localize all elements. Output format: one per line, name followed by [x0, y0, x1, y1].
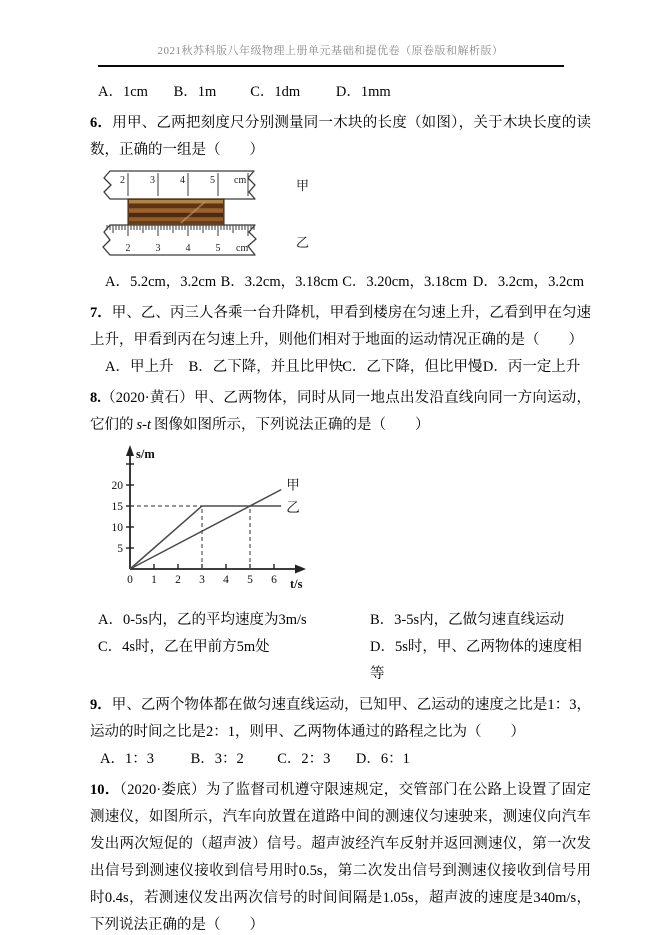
exam-content — [90, 79, 591, 935]
q9-body: 甲、乙两个物体都在做匀速直线运动，已知甲、乙运动的速度之比是1：3，运动的时间之比是2：1，则甲、乙两物体通过的路程之比为（ ） — [90, 697, 592, 740]
question-10-text — [90, 777, 591, 935]
question-8-options — [90, 607, 591, 688]
q7-number: 7． — [90, 305, 112, 321]
svg-text:3: 3 — [199, 574, 205, 586]
question-6-text — [90, 110, 591, 164]
q9-number: 9． — [90, 697, 112, 713]
svg-text:5: 5 — [117, 543, 123, 555]
q8-option-b: B．3-5s内，乙做匀速直线运动 — [370, 612, 565, 628]
q7-option-d: D．丙一定上升 — [482, 359, 581, 375]
bottom-ruler-label: 乙 — [296, 235, 310, 250]
page-header-title: 2021秋苏科版八年级物理上册单元基础和提优卷（原卷版和解析版） — [157, 45, 504, 57]
q7-option-a: A．甲上升 — [105, 359, 174, 375]
ruler-figure-svg — [98, 167, 313, 259]
q10-body: 为了监督司机遵守限速规定，交管部门在公路上设置了固定测速仪，如图所示，汽车向放置在道路中间的测速仪匀速驶来，测速仪向汽车发出两次短促的（超声波）信号。超声波经汽车反射并返回测速仪，第一次发出信号到测速仪接收到信号用时0.5s，第二次发出信号到测速仪接收到信号用时0.4s，若测速仪发出两次信号的时间间隔是1.05s，超声波的速度是340m/s，下列说法正确的是（ ） — [90, 782, 592, 933]
svg-text:2: 2 — [175, 574, 181, 586]
q9-option-a: A．1：3 — [100, 751, 154, 767]
q6-option-b: B．3.2cm，3.18cm — [220, 274, 339, 290]
question-5-options — [90, 79, 591, 106]
question-7-options — [90, 354, 591, 381]
svg-text:5: 5 — [247, 574, 253, 586]
q10-source: （2020·娄底） — [119, 782, 206, 798]
svg-text:甲: 甲 — [286, 477, 300, 493]
q5-option-b: B．1m — [173, 84, 217, 100]
series-lines — [130, 478, 300, 569]
y-axis-label: s/m — [136, 447, 155, 461]
wood-block — [128, 199, 224, 225]
svg-text:15: 15 — [111, 501, 123, 513]
q7-option-c: C．乙下降，但比甲慢 — [342, 359, 483, 375]
question-8-text — [90, 385, 591, 439]
s-t-graph-figure — [100, 443, 591, 605]
svg-text:1: 1 — [151, 574, 157, 586]
q8-option-c: C．4s时，乙在甲前方5m处 — [98, 639, 270, 655]
svg-text:cm: cm — [236, 243, 249, 254]
svg-text:5: 5 — [210, 175, 215, 186]
svg-text:3: 3 — [150, 175, 155, 186]
q6-number: 6． — [90, 115, 113, 131]
question-6-options — [90, 269, 591, 296]
svg-text:2: 2 — [125, 243, 131, 254]
svg-text:4: 4 — [180, 175, 185, 186]
q6-body: 用甲、乙两把刻度尺分别测量同一木块的长度（如图），关于木块长度的读数，正确的一组是（ ） — [90, 115, 592, 158]
y-axis-arrow — [126, 445, 134, 456]
q6-option-c: C．3.20cm，3.18cm — [342, 274, 468, 290]
q7-option-b: B．乙下降，并且比甲快 — [188, 359, 344, 375]
x-axis-label: t/s — [290, 577, 303, 591]
q5-option-a: A．1cm — [98, 84, 148, 100]
q7-body: 甲、乙、丙三人各乘一台升降机，甲看到楼房在匀速上升，乙看到甲在匀速上升，甲看到丙在匀速上升，则他们相对于地面的运动情况正确的是（ ） — [90, 305, 591, 348]
ruler-measurement-figure — [98, 167, 591, 269]
axis-ticks — [112, 464, 278, 586]
q5-option-d: D．1mm — [335, 84, 391, 100]
svg-text:4: 4 — [185, 243, 191, 254]
question-9-text — [90, 692, 591, 746]
q6-option-d: D．3.2cm，3.2cm — [472, 274, 585, 290]
svg-text:5: 5 — [215, 243, 221, 254]
q9-option-b: B．3：2 — [190, 751, 244, 767]
q9-option-d: D．6：1 — [355, 751, 410, 767]
x-axis-arrow — [295, 565, 306, 574]
q8-number: 8. — [90, 390, 101, 406]
q8-option-d: D．5s时，甲、乙两物体的速度相等 — [370, 639, 582, 682]
q10-number: 10． — [90, 782, 120, 798]
svg-text:3: 3 — [155, 243, 161, 254]
q8-body-before: 甲、乙两物体，同时从同一地点出发沿直线向同一方向运动，它们的 — [90, 390, 591, 433]
q8-body-after: 图像如图所示，下列说法正确的是（ ） — [154, 417, 430, 433]
q8-option-a: A．0-5s内，乙的平均速度为3m/s — [98, 612, 307, 628]
svg-text:乙: 乙 — [286, 500, 300, 515]
q9-option-c: C．2：3 — [277, 751, 331, 767]
svg-text:2: 2 — [120, 175, 125, 186]
svg-text:6: 6 — [271, 574, 277, 586]
svg-text:4: 4 — [223, 574, 229, 586]
svg-text:cm: cm — [234, 175, 247, 186]
q8-graph-symbol: s-t — [136, 417, 151, 433]
q8-source: （2020·黄石） — [100, 390, 194, 406]
q5-option-c: C．1dm — [250, 84, 301, 100]
question-7-text — [90, 300, 591, 354]
header-divider — [98, 65, 564, 67]
svg-text:20: 20 — [111, 480, 123, 492]
s-t-graph-svg — [100, 443, 315, 595]
question-9-options — [90, 746, 591, 773]
top-ruler-label: 甲 — [296, 178, 310, 193]
svg-text:0: 0 — [127, 574, 133, 586]
q6-option-a: A．5.2cm，3.2cm — [105, 274, 217, 290]
svg-text:10: 10 — [111, 522, 123, 534]
